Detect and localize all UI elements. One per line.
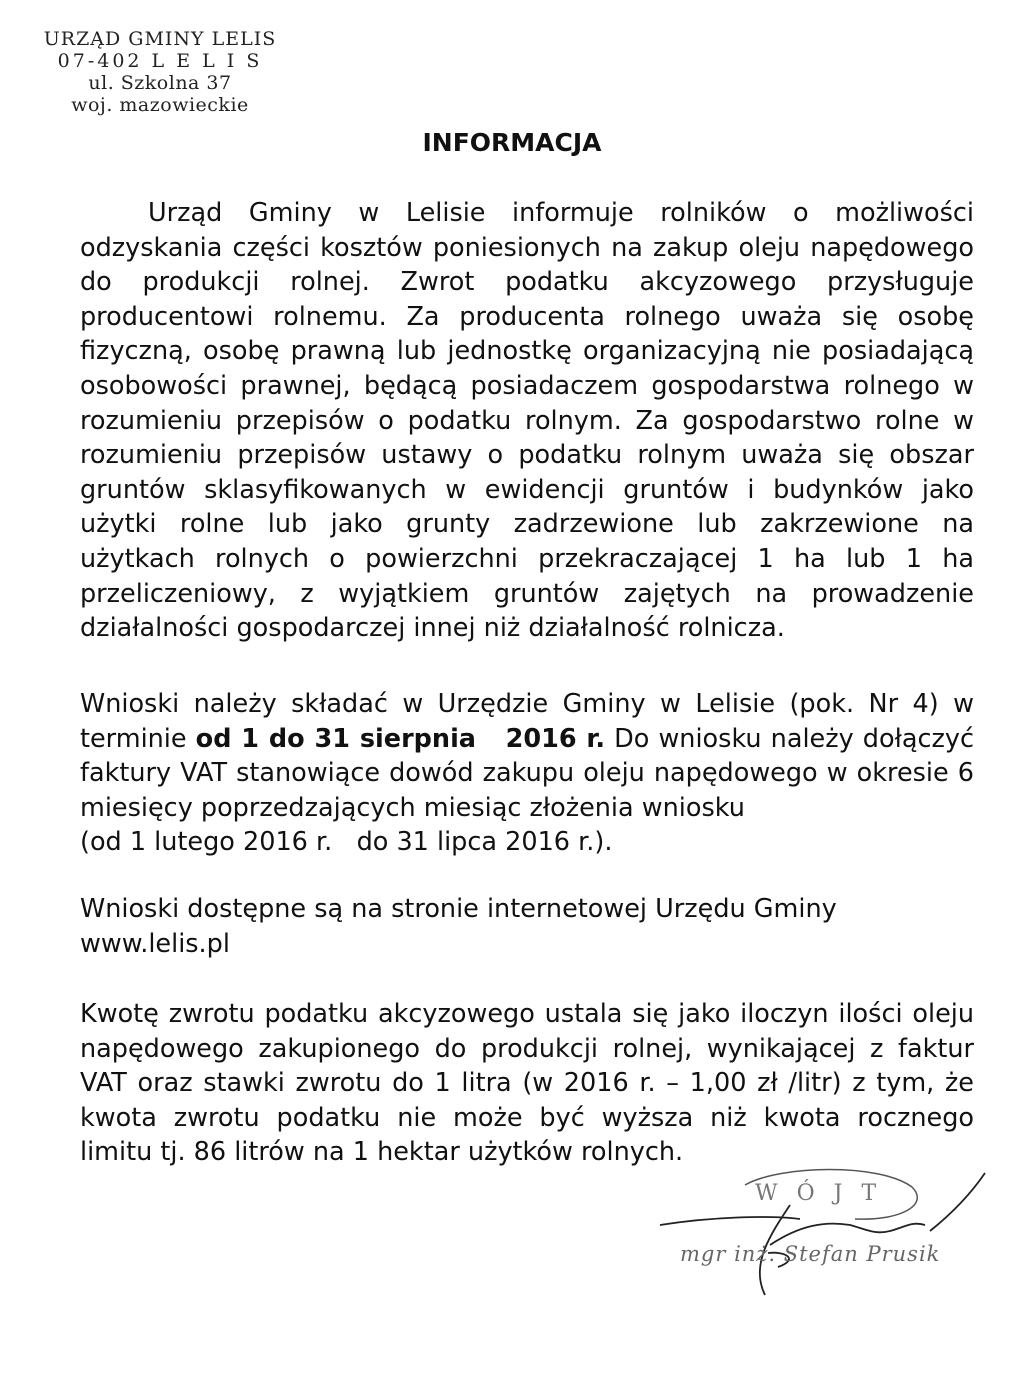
paragraph-application-deadline [80, 687, 974, 860]
deadline-text-start: Wnioski należy składać w Urzędzie Gminy w Lelisie (pok. Nr 4) w terminie [80, 689, 974, 754]
website-address: www.lelis.pl [80, 928, 230, 959]
signature-graphic [650, 1155, 990, 1315]
office-street: ul. Szkolna 37 [88, 72, 232, 94]
paragraph-forms-availability [80, 892, 974, 961]
deadline-dates: od 1 do 31 sierpnia 2016 r. [195, 723, 606, 754]
document-title: INFORMACJA [422, 128, 602, 157]
office-voivodeship: woj. mazowieckie [71, 94, 249, 116]
paragraph-eligibility: Urząd Gminy w Lelisie informuje rolników o możliwości odzyskania części kosztów poniesionych na zakup oleju napędowego do produkcji rolnej. Zwrot podatku akcyzowego przysługuje producentowi rolnemu. Za producenta rolnego uważa się osobę fizyczną, osobę prawną lub jednostkę organizacyjną nie posiadającą osobowości prawnej, będącą posiadaczem gospodarstwa rolnego w rozumieniu przepisów o podatku rolnym. Za gospodarstwo rolne w rozumieniu przepisów ustawy o podatku rolnym uważa się obszar gruntów sklasyfikowanych w ewidencji gruntów i budynków jako użytki rolne lub jako grunty zadrzewione lub zakrzewione na użytkach rolnych o powierzchni przekraczającej 1 ha lub 1 ha przeliczeniowy, z wyjątkiem gruntów zajętych na prowadzenie działalności gospodarczej innej niż działalność rolnicza. [80, 198, 974, 644]
office-stamp [30, 28, 290, 116]
signatory-name: mgr inż. Stefan Prusik [680, 1242, 941, 1266]
paragraph-refund-amount: Kwotę zwrotu podatku akcyzowego ustala się jako iloczyn ilości oleju napędowego zakupionego do produkcji rolnej, wynikającej z faktur VAT oraz stawki zwrotu do 1 litra (w 2016 r. – 1,00 zł /litr) z tym, że kwota zwrotu podatku nie może być wyższa niż kwota rocznego limitu tj. 86 litrów na 1 hektar użytków rolnych. [80, 999, 974, 1168]
signature-title: W Ó J T [755, 1181, 883, 1206]
deadline-text-end: Do wniosku należy dołączyć faktury VAT stanowiące dowód zakupu oleju napędowego w okresie 6 miesięcy poprzedzających miesiąc złożenia wniosku [80, 723, 974, 823]
deadline-invoice-period: (od 1 lutego 2016 r. do 31 lipca 2016 r.). [80, 827, 613, 858]
signature-block [650, 1155, 990, 1315]
office-postal-code: 07-402 L E L I S [57, 50, 263, 72]
office-name: URZĄD GMINY LELIS [43, 28, 277, 50]
forms-availability-text: Wnioski dostępne są na stronie internetowej Urzędu Gminy [80, 894, 837, 924]
